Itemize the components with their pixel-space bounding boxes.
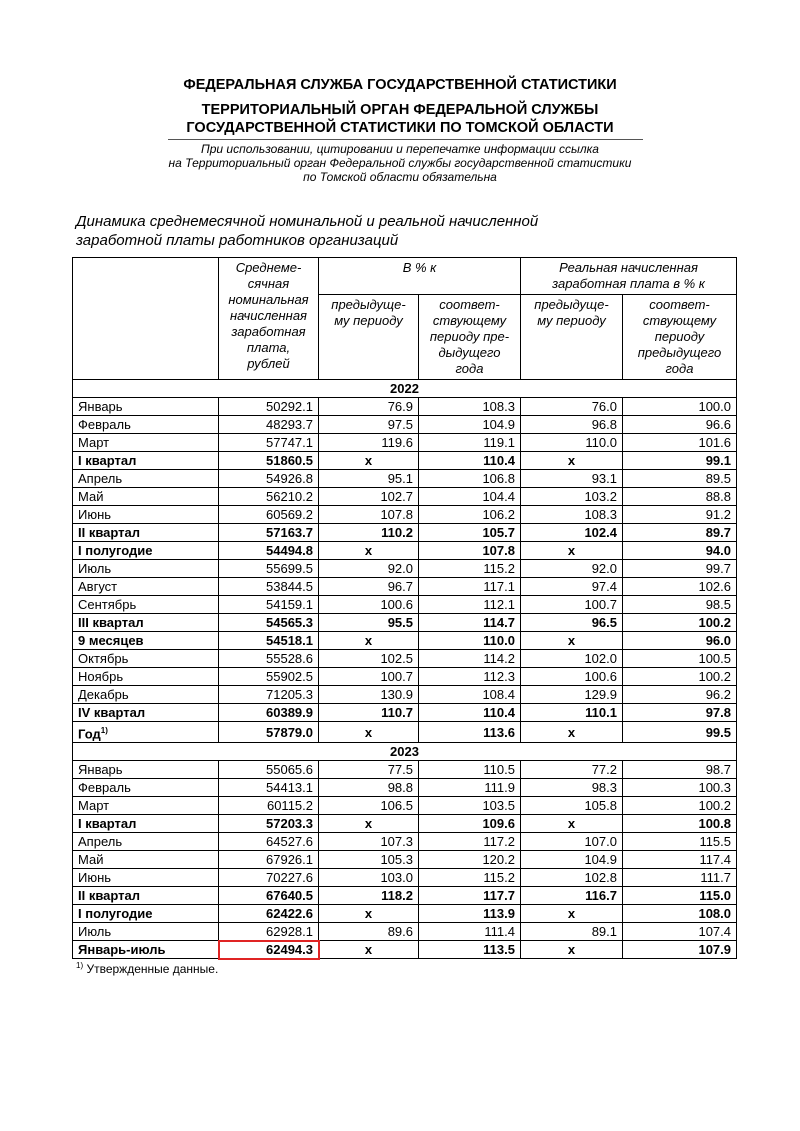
avg-wage-cell: 67926.1 <box>219 851 319 869</box>
real-prev-cell: 93.1 <box>521 470 623 488</box>
prev-period-cell: x <box>319 722 419 743</box>
year-row <box>73 380 737 398</box>
same-period-cell: 117.7 <box>419 887 521 905</box>
real-same-cell: 98.7 <box>623 761 737 779</box>
table-row <box>73 869 737 887</box>
same-period-cell: 112.3 <box>419 668 521 686</box>
real-prev-cell: 103.2 <box>521 488 623 506</box>
header-real-prev-period <box>521 295 623 380</box>
period-label: Май <box>78 489 104 504</box>
real-same-cell: 97.8 <box>623 704 737 722</box>
table-row <box>73 560 737 578</box>
same-period-cell: 112.1 <box>419 596 521 614</box>
real-same-cell: 108.0 <box>623 905 737 923</box>
same-period-cell: 117.1 <box>419 578 521 596</box>
header-text-line: номинальная <box>228 292 309 307</box>
period-label-cell <box>73 887 219 905</box>
same-period-cell: 103.5 <box>419 797 521 815</box>
real-prev-cell: 77.2 <box>521 761 623 779</box>
avg-wage-cell: 54413.1 <box>219 779 319 797</box>
avg-wage-cell: 71205.3 <box>219 686 319 704</box>
period-label: Февраль <box>78 780 131 796</box>
avg-wage-cell: 55528.6 <box>219 650 319 668</box>
real-same-cell: 107.4 <box>623 923 737 941</box>
prev-period-cell: x <box>319 815 419 833</box>
same-period-cell: 115.2 <box>419 869 521 887</box>
period-label-cell <box>73 506 219 524</box>
period-label-cell <box>73 686 219 704</box>
period-label-cell <box>73 434 219 452</box>
header-divider <box>168 139 643 140</box>
same-period-cell: 119.1 <box>419 434 521 452</box>
header-pct-group: В % к <box>319 258 521 295</box>
table-row <box>73 905 737 923</box>
real-prev-cell: 102.8 <box>521 869 623 887</box>
real-prev-cell: x <box>521 722 623 743</box>
avg-wage-cell: 54926.8 <box>219 470 319 488</box>
header-avg-wage <box>219 258 319 380</box>
prev-period-cell: 118.2 <box>319 887 419 905</box>
real-same-cell: 88.8 <box>623 488 737 506</box>
prev-period-cell: 100.7 <box>319 668 419 686</box>
real-prev-cell: 110.0 <box>521 434 623 452</box>
year-label: 2022 <box>73 380 737 398</box>
avg-wage-cell: 55699.5 <box>219 560 319 578</box>
header-text-line: Среднеме- <box>235 260 302 275</box>
prev-period-cell: 92.0 <box>319 560 419 578</box>
header-text-line: предыдуще- <box>534 297 609 312</box>
real-prev-cell: 89.1 <box>521 923 623 941</box>
avg-wage-cell: 54494.8 <box>219 542 319 560</box>
same-period-cell: 120.2 <box>419 851 521 869</box>
same-period-cell: 108.3 <box>419 398 521 416</box>
header-text-line: начисленная <box>229 308 308 323</box>
header-real-same-period-prev-year <box>623 295 737 380</box>
real-same-cell: 100.2 <box>623 614 737 632</box>
real-same-cell: 96.2 <box>623 686 737 704</box>
header-text-line: рублей <box>247 356 290 371</box>
real-prev-cell: 116.7 <box>521 887 623 905</box>
table-row <box>73 416 737 434</box>
period-label: Февраль <box>78 417 131 432</box>
period-label: Март <box>78 435 110 450</box>
period-label: II квартал <box>78 525 141 540</box>
table-row <box>73 686 737 704</box>
prev-period-cell: 107.3 <box>319 833 419 851</box>
table-row <box>73 506 737 524</box>
period-label: Апрель <box>78 471 123 486</box>
header-real-wage-group <box>521 258 737 295</box>
period-label-cell <box>73 905 219 923</box>
real-same-cell: 96.0 <box>623 632 737 650</box>
period-label: I квартал <box>78 453 137 468</box>
header-text-line: ствующему <box>642 313 717 328</box>
agency-title: ФЕДЕРАЛЬНАЯ СЛУЖБА ГОСУДАРСТВЕННОЙ СТАТИСТИКИ <box>183 77 617 93</box>
period-label: Январь <box>78 762 123 778</box>
header-text-line: му периоду <box>334 313 403 328</box>
real-prev-cell: 104.9 <box>521 851 623 869</box>
same-period-cell: 114.7 <box>419 614 521 632</box>
period-label: Год <box>78 726 101 742</box>
avg-wage-cell: 53844.5 <box>219 578 319 596</box>
same-period-cell: 110.4 <box>419 452 521 470</box>
avg-wage-cell: 54565.3 <box>219 614 319 632</box>
header-text-line: заработная <box>231 324 306 339</box>
header-text-line: заработная плата в % к <box>552 276 705 291</box>
table-body <box>73 380 737 959</box>
table-row <box>73 887 737 905</box>
header-text-line: плата, <box>246 340 291 355</box>
footnote-text: Утвержденные данные. <box>83 962 219 976</box>
table-row <box>73 941 737 959</box>
prev-period-cell: 107.8 <box>319 506 419 524</box>
same-period-cell: 111.9 <box>419 779 521 797</box>
real-same-cell: 107.9 <box>623 941 737 959</box>
citation-notice-line3: по Томской области обязательна <box>303 170 497 184</box>
prev-period-cell: 105.3 <box>319 851 419 869</box>
period-label: Март <box>78 798 110 814</box>
footnote-reference: 1) <box>100 726 108 735</box>
citation-notice-line2: на Территориальный орган Федеральной службы государственной статистики <box>168 156 632 170</box>
period-label: Июль <box>78 561 112 576</box>
period-label-cell <box>73 941 219 959</box>
table-row <box>73 650 737 668</box>
prev-period-cell: 119.6 <box>319 434 419 452</box>
period-label: III квартал <box>78 615 144 630</box>
period-label-cell <box>73 815 219 833</box>
period-label: Январь-июль <box>78 942 166 958</box>
real-prev-cell: 96.8 <box>521 416 623 434</box>
footnote <box>76 959 218 976</box>
avg-wage-cell: 60569.2 <box>219 506 319 524</box>
header-text-line: соответ- <box>439 297 500 312</box>
period-label-cell <box>73 596 219 614</box>
avg-wage-cell: 60115.2 <box>219 797 319 815</box>
table-row <box>73 704 737 722</box>
prev-period-cell: 97.5 <box>319 416 419 434</box>
table-row <box>73 398 737 416</box>
same-period-cell: 108.4 <box>419 686 521 704</box>
same-period-cell: 114.2 <box>419 650 521 668</box>
period-label: Июнь <box>78 870 112 886</box>
prev-period-cell: x <box>319 452 419 470</box>
period-label: Май <box>78 852 104 868</box>
real-prev-cell: 102.0 <box>521 650 623 668</box>
period-label-cell <box>73 470 219 488</box>
prev-period-cell: x <box>319 542 419 560</box>
same-period-cell: 109.6 <box>419 815 521 833</box>
same-period-cell: 104.9 <box>419 416 521 434</box>
header-period-cell <box>73 258 219 380</box>
table-row <box>73 434 737 452</box>
table-row <box>73 833 737 851</box>
prev-period-cell: x <box>319 905 419 923</box>
header-text-line: Реальная начисленная <box>559 260 698 275</box>
period-label-cell <box>73 779 219 797</box>
header-prev-period <box>319 295 419 380</box>
header-text-line: дыдущего <box>438 345 501 360</box>
same-period-cell: 113.5 <box>419 941 521 959</box>
wage-dynamics-table <box>72 257 737 959</box>
prev-period-cell: x <box>319 632 419 650</box>
real-same-cell: 99.5 <box>623 722 737 743</box>
prev-period-cell: 106.5 <box>319 797 419 815</box>
table-row <box>73 815 737 833</box>
real-prev-cell: x <box>521 452 623 470</box>
same-period-cell: 110.0 <box>419 632 521 650</box>
real-same-cell: 100.8 <box>623 815 737 833</box>
period-label-cell <box>73 488 219 506</box>
avg-wage-cell: 67640.5 <box>219 887 319 905</box>
real-same-cell: 101.6 <box>623 434 737 452</box>
same-period-cell: 110.4 <box>419 704 521 722</box>
period-label-cell <box>73 668 219 686</box>
table-row <box>73 488 737 506</box>
table-row <box>73 578 737 596</box>
period-label-cell <box>73 542 219 560</box>
year-row <box>73 743 737 761</box>
citation-notice-line1: При использовании, цитировании и перепечатке информации ссылка <box>201 142 599 156</box>
period-label-cell <box>73 524 219 542</box>
table-title-line2: заработной платы работников организаций <box>76 232 399 249</box>
period-label: 9 месяцев <box>78 633 144 648</box>
real-same-cell: 99.7 <box>623 560 737 578</box>
table-row <box>73 632 737 650</box>
prev-period-cell: 110.2 <box>319 524 419 542</box>
real-prev-cell: 102.4 <box>521 524 623 542</box>
period-label-cell <box>73 923 219 941</box>
table-row <box>73 851 737 869</box>
prev-period-cell: 98.8 <box>319 779 419 797</box>
header-same-period-prev-year <box>419 295 521 380</box>
same-period-cell: 113.9 <box>419 905 521 923</box>
table-row <box>73 596 737 614</box>
real-same-cell: 102.6 <box>623 578 737 596</box>
real-prev-cell: x <box>521 941 623 959</box>
header-text-line: му периоду <box>537 313 606 328</box>
header-text-line: предыдущего <box>637 345 722 360</box>
real-same-cell: 91.2 <box>623 506 737 524</box>
real-prev-cell: 76.0 <box>521 398 623 416</box>
avg-wage-cell: 57879.0 <box>219 722 319 743</box>
header-text-line: года <box>665 361 694 376</box>
period-label-cell <box>73 650 219 668</box>
prev-period-cell: x <box>319 941 419 959</box>
prev-period-cell: 100.6 <box>319 596 419 614</box>
period-label: Сентябрь <box>78 597 137 612</box>
same-period-cell: 107.8 <box>419 542 521 560</box>
period-label: I полугодие <box>78 906 153 922</box>
table-row <box>73 797 737 815</box>
real-prev-cell: 100.6 <box>521 668 623 686</box>
period-label-cell <box>73 833 219 851</box>
period-label-cell <box>73 761 219 779</box>
avg-wage-cell: 51860.5 <box>219 452 319 470</box>
avg-wage-cell: 55902.5 <box>219 668 319 686</box>
avg-wage-cell: 64527.6 <box>219 833 319 851</box>
prev-period-cell: 103.0 <box>319 869 419 887</box>
real-prev-cell: x <box>521 542 623 560</box>
period-label-cell <box>73 452 219 470</box>
prev-period-cell: 77.5 <box>319 761 419 779</box>
real-prev-cell: 105.8 <box>521 797 623 815</box>
real-prev-cell: 129.9 <box>521 686 623 704</box>
prev-period-cell: 110.7 <box>319 704 419 722</box>
header-text-line: предыдуще- <box>331 297 406 312</box>
period-label-cell <box>73 851 219 869</box>
period-label-cell <box>73 722 219 743</box>
table-row <box>73 668 737 686</box>
table-row <box>73 722 737 743</box>
territorial-body-title-line1: ТЕРРИТОРИАЛЬНЫЙ ОРГАН ФЕДЕРАЛЬНОЙ СЛУЖБЫ <box>201 102 599 118</box>
same-period-cell: 113.6 <box>419 722 521 743</box>
territorial-body-title-line2: ГОСУДАРСТВЕННОЙ СТАТИСТИКИ ПО ТОМСКОЙ ОБЛАСТИ <box>186 120 614 136</box>
period-label-cell <box>73 398 219 416</box>
period-label: Октябрь <box>78 651 129 666</box>
real-same-cell: 100.2 <box>623 668 737 686</box>
period-label: II квартал <box>78 888 141 904</box>
table-title-line1: Динамика среднемесячной номинальной и реальной начисленной <box>76 213 539 230</box>
same-period-cell: 105.7 <box>419 524 521 542</box>
real-same-cell: 100.3 <box>623 779 737 797</box>
period-label: I квартал <box>78 816 137 832</box>
header-text-line: года <box>455 361 484 376</box>
prev-period-cell: 102.5 <box>319 650 419 668</box>
period-label: Декабрь <box>78 687 129 702</box>
real-same-cell: 98.5 <box>623 596 737 614</box>
avg-wage-cell: 62422.6 <box>219 905 319 923</box>
period-label-cell <box>73 869 219 887</box>
avg-wage-cell: 60389.9 <box>219 704 319 722</box>
table-row <box>73 614 737 632</box>
table-row <box>73 452 737 470</box>
real-prev-cell: x <box>521 815 623 833</box>
same-period-cell: 115.2 <box>419 560 521 578</box>
period-label: Август <box>78 579 118 594</box>
real-prev-cell: 108.3 <box>521 506 623 524</box>
table-row <box>73 761 737 779</box>
avg-wage-cell: 50292.1 <box>219 398 319 416</box>
avg-wage-cell: 48293.7 <box>219 416 319 434</box>
avg-wage-cell: 57747.1 <box>219 434 319 452</box>
avg-wage-cell: 55065.6 <box>219 761 319 779</box>
real-same-cell: 89.7 <box>623 524 737 542</box>
period-label-cell <box>73 416 219 434</box>
real-same-cell: 115.0 <box>623 887 737 905</box>
table-row <box>73 470 737 488</box>
real-same-cell: 99.1 <box>623 452 737 470</box>
real-same-cell: 96.6 <box>623 416 737 434</box>
table-row <box>73 542 737 560</box>
real-same-cell: 100.5 <box>623 650 737 668</box>
period-label-cell <box>73 797 219 815</box>
header-text-line: ствующему <box>432 313 507 328</box>
real-prev-cell: x <box>521 905 623 923</box>
table-row <box>73 923 737 941</box>
real-same-cell: 115.5 <box>623 833 737 851</box>
year-label: 2023 <box>73 743 737 761</box>
period-label-cell <box>73 632 219 650</box>
real-prev-cell: 107.0 <box>521 833 623 851</box>
real-same-cell: 100.2 <box>623 797 737 815</box>
same-period-cell: 117.2 <box>419 833 521 851</box>
real-prev-cell: 100.7 <box>521 596 623 614</box>
real-prev-cell: 110.1 <box>521 704 623 722</box>
avg-wage-cell: 56210.2 <box>219 488 319 506</box>
same-period-cell: 111.4 <box>419 923 521 941</box>
prev-period-cell: 96.7 <box>319 578 419 596</box>
real-prev-cell: 97.4 <box>521 578 623 596</box>
period-label-cell <box>73 560 219 578</box>
header-text-line: периоду <box>654 329 705 344</box>
table-header <box>73 258 737 380</box>
same-period-cell: 110.5 <box>419 761 521 779</box>
avg-wage-cell: 57203.3 <box>219 815 319 833</box>
avg-wage-cell: 54518.1 <box>219 632 319 650</box>
prev-period-cell: 89.6 <box>319 923 419 941</box>
real-same-cell: 117.4 <box>623 851 737 869</box>
real-prev-cell: x <box>521 632 623 650</box>
period-label: Январь <box>78 399 123 414</box>
real-same-cell: 111.7 <box>623 869 737 887</box>
footnote-mark: 1) <box>76 961 84 970</box>
same-period-cell: 106.2 <box>419 506 521 524</box>
avg-wage-cell: 57163.7 <box>219 524 319 542</box>
avg-wage-cell: 70227.6 <box>219 869 319 887</box>
period-label: Июль <box>78 924 112 940</box>
period-label: I полугодие <box>78 543 153 558</box>
prev-period-cell: 95.1 <box>319 470 419 488</box>
period-label: Июнь <box>78 507 112 522</box>
same-period-cell: 106.8 <box>419 470 521 488</box>
prev-period-cell: 76.9 <box>319 398 419 416</box>
period-label-cell <box>73 704 219 722</box>
period-label: Ноябрь <box>78 669 124 684</box>
header-text-line: периоду пре- <box>429 329 510 344</box>
period-label: IV квартал <box>78 705 146 720</box>
period-label-cell <box>73 578 219 596</box>
real-prev-cell: 96.5 <box>521 614 623 632</box>
prev-period-cell: 102.7 <box>319 488 419 506</box>
period-label-cell <box>73 614 219 632</box>
prev-period-cell: 130.9 <box>319 686 419 704</box>
table-row <box>73 524 737 542</box>
real-same-cell: 94.0 <box>623 542 737 560</box>
avg-wage-cell: 54159.1 <box>219 596 319 614</box>
header-text-line: сячная <box>247 276 290 291</box>
table-row <box>73 779 737 797</box>
real-prev-cell: 92.0 <box>521 560 623 578</box>
prev-period-cell: 95.5 <box>319 614 419 632</box>
avg-wage-cell: 62928.1 <box>219 923 319 941</box>
avg-wage-cell: 62494.3 <box>219 941 319 959</box>
real-same-cell: 89.5 <box>623 470 737 488</box>
period-label: Апрель <box>78 834 123 850</box>
same-period-cell: 104.4 <box>419 488 521 506</box>
real-prev-cell: 98.3 <box>521 779 623 797</box>
real-same-cell: 100.0 <box>623 398 737 416</box>
header-text-line: соответ- <box>649 297 710 312</box>
